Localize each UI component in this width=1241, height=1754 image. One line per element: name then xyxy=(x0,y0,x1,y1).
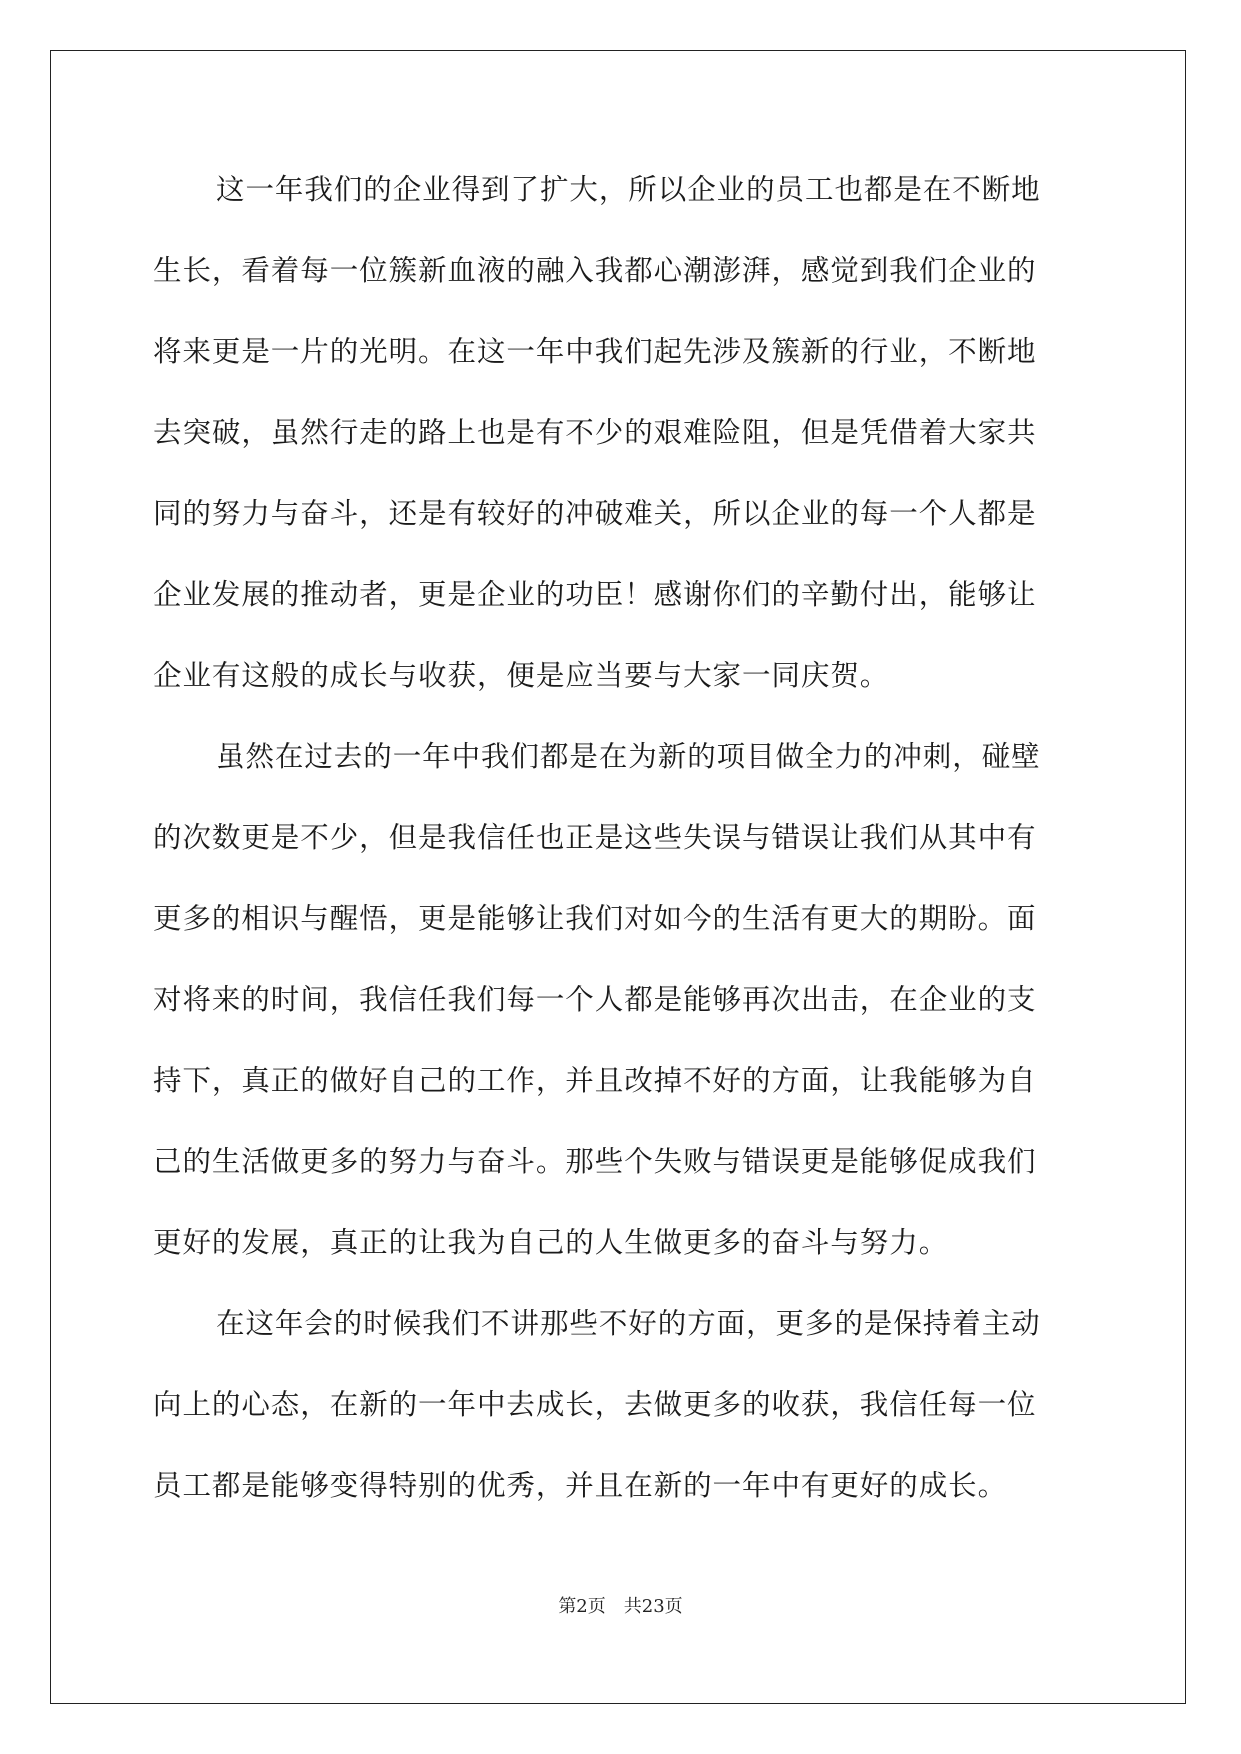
text-line: 员工都是能够变得特别的优秀，并且在新的一年中有更好的成长。 xyxy=(153,1469,1008,1502)
text-line: 企业有这般的成长与收获，便是应当要与大家一同庆贺。 xyxy=(153,659,890,692)
page-number: 第2页 xyxy=(558,1596,606,1617)
text-line: 这一年我们的企业得到了扩大，所以企业的员工也都是在不断地 xyxy=(216,173,1041,206)
text-line: 己的生活做更多的努力与奋斗。那些个失败与错误更是能够促成我们 xyxy=(153,1145,1037,1178)
paragraph-3 xyxy=(153,1297,1093,1540)
text-line: 在这年会的时候我们不讲那些不好的方面，更多的是保持着主动 xyxy=(216,1307,1041,1340)
text-line: 去突破，虽然行走的路上也是有不少的艰难险阻，但是凭借着大家共 xyxy=(153,416,1037,449)
document-body xyxy=(153,163,1093,1540)
text-line: 生长，看着每一位簇新血液的融入我都心潮澎湃，感觉到我们企业的 xyxy=(153,254,1037,287)
page-total: 共23页 xyxy=(623,1596,683,1617)
text-line: 更多的相识与醒悟，更是能够让我们对如今的生活有更大的期盼。面 xyxy=(153,902,1037,935)
paragraph-2 xyxy=(153,730,1093,1297)
text-line: 向上的心态，在新的一年中去成长，去做更多的收获，我信任每一位 xyxy=(153,1388,1037,1421)
text-line: 企业发展的推动者，更是企业的功臣！感谢你们的辛勤付出，能够让 xyxy=(153,578,1037,611)
text-line: 同的努力与奋斗，还是有较好的冲破难关，所以企业的每一个人都是 xyxy=(153,497,1037,530)
text-line: 更好的发展，真正的让我为自己的人生做更多的奋斗与努力。 xyxy=(153,1226,949,1259)
text-line: 对将来的时间，我信任我们每一个人都是能够再次出击，在企业的支 xyxy=(153,983,1037,1016)
text-line: 将来更是一片的光明。在这一年中我们起先涉及簇新的行业，不断地 xyxy=(153,335,1037,368)
page-footer xyxy=(0,1592,1241,1618)
text-line: 持下，真正的做好自己的工作，并且改掉不好的方面，让我能够为自 xyxy=(153,1064,1037,1097)
text-line: 的次数更是不少，但是我信任也正是这些失误与错误让我们从其中有 xyxy=(153,821,1037,854)
paragraph-1 xyxy=(153,163,1093,730)
text-line: 虽然在过去的一年中我们都是在为新的项目做全力的冲刺，碰壁 xyxy=(216,740,1041,773)
